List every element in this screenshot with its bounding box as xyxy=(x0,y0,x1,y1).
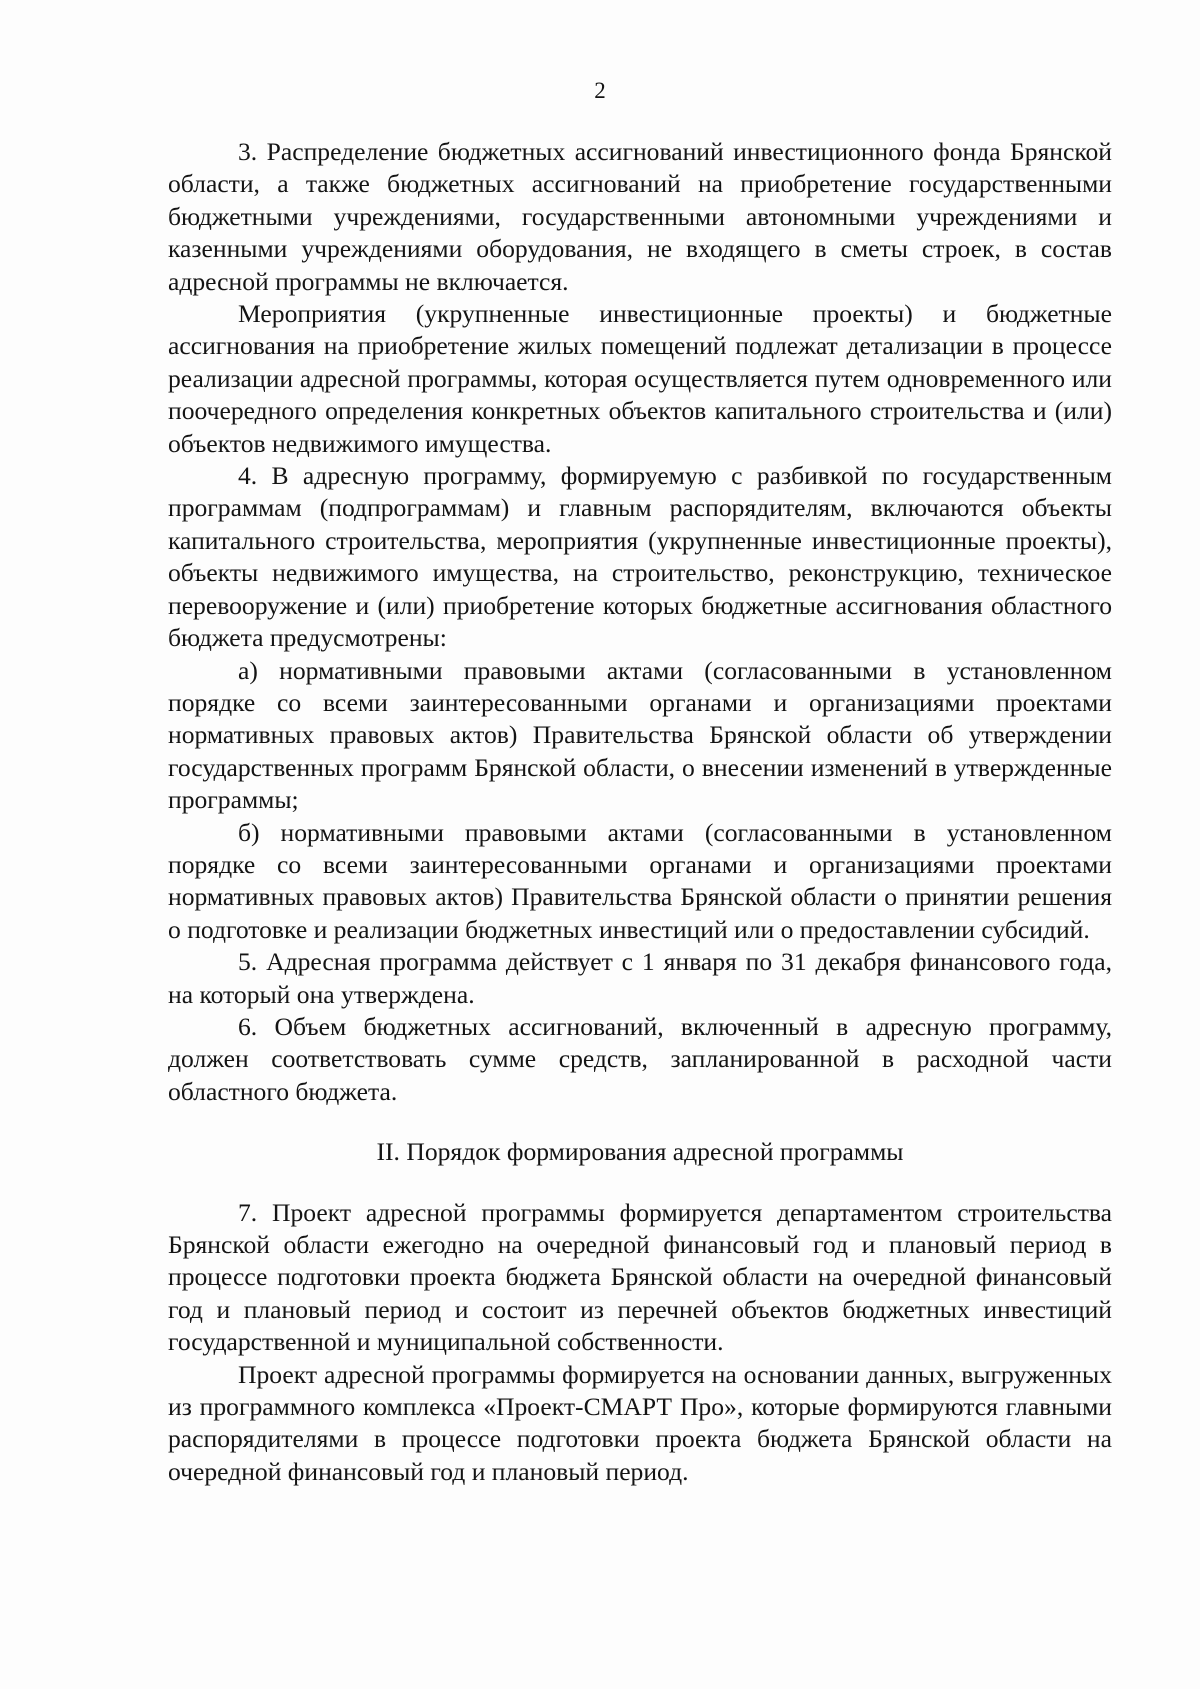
paragraph-5-validity-period: 5. Адресная программа действует с 1 января по 31 декабря финансового года, на который она утверждена. xyxy=(168,947,1112,1009)
paragraph-draft-data-source: Проект адресной программы формируется на основании данных, выгруженных из программного комплекса «Проект-СМАРТ Про», которые формируются главными распорядителями в процессе подготовки проекта бюджета Брянской области на очередной финансовый год и плановый период. xyxy=(168,1359,1112,1486)
paragraph-7-draft-formation: 7. Проект адресной программы формируется департаментом строительства Брянской области ежегодно на очередной финансовый год и плановый период в процессе подготовки проекта бюджета Брянской области на очередной финансовый год и плановый период и состоит из перечней объектов бюджетных инвестиций государственной и муниципальной собственности. xyxy=(168,1197,1112,1357)
paragraph-4a-state-programs: а) нормативными правовыми актами (согласованными в установленном порядке со всеми заинтересованными органами и организациями проектами нормативных правовых актов) Правительства Брянской области об утверждении государственных программ Брянской области, о внесении изменений в утвержденные программы; xyxy=(168,655,1112,815)
paragraph-4b-budget-investments: б) нормативными правовыми актами (согласованными в установленном порядке со всеми заинтересованными органами и организациями проектами нормативных правовых актов) Правительства Брянской области о принятии решения о подготовке и реализации бюджетных инвестиций или о предоставлении субсидий. xyxy=(168,817,1112,944)
section-heading: II. Порядок формирования адресной программы xyxy=(376,1137,904,1167)
paragraph-4-program-contents: 4. В адресную программу, формируемую с разбивкой по государственным программам (подпрограммам) и главным распорядителям, включаются объекты капитального строительства, мероприятия (укрупненные инвестиционные проекты), объекты недвижимого имущества, на строительство, реконструкцию, техническое перевооружение и (или) приобретение которых бюджетные ассигнования областного бюджета предусмотрены: xyxy=(168,461,1112,653)
document-body xyxy=(168,136,1112,1488)
paragraph-3-investment-fund: 3. Распределение бюджетных ассигнований инвестиционного фонда Брянской области, а также бюджетных ассигнований на приобретение государственными бюджетными учреждениями, государственными автономными учреждениями и казенными учреждениями оборудования, не входящего в сметы строек, в состав адресной программы не включается. xyxy=(168,137,1112,296)
paragraph-measures-detailing: Мероприятия (укрупненные инвестиционные проекты) и бюджетные ассигнования на приобретение жилых помещений подлежат детализации в процессе реализации адресной программы, которая осуществляется путем одновременного или поочередного определения конкретных объектов капитального строительства и (или) объектов недвижимого имущества. xyxy=(168,299,1112,458)
page-number: 2 xyxy=(594,78,606,103)
paragraph-6-allocation-volume: 6. Объем бюджетных ассигнований, включенный в адресную программу, должен соответствовать сумме средств, запланированной в расходной части областного бюджета. xyxy=(168,1011,1112,1106)
